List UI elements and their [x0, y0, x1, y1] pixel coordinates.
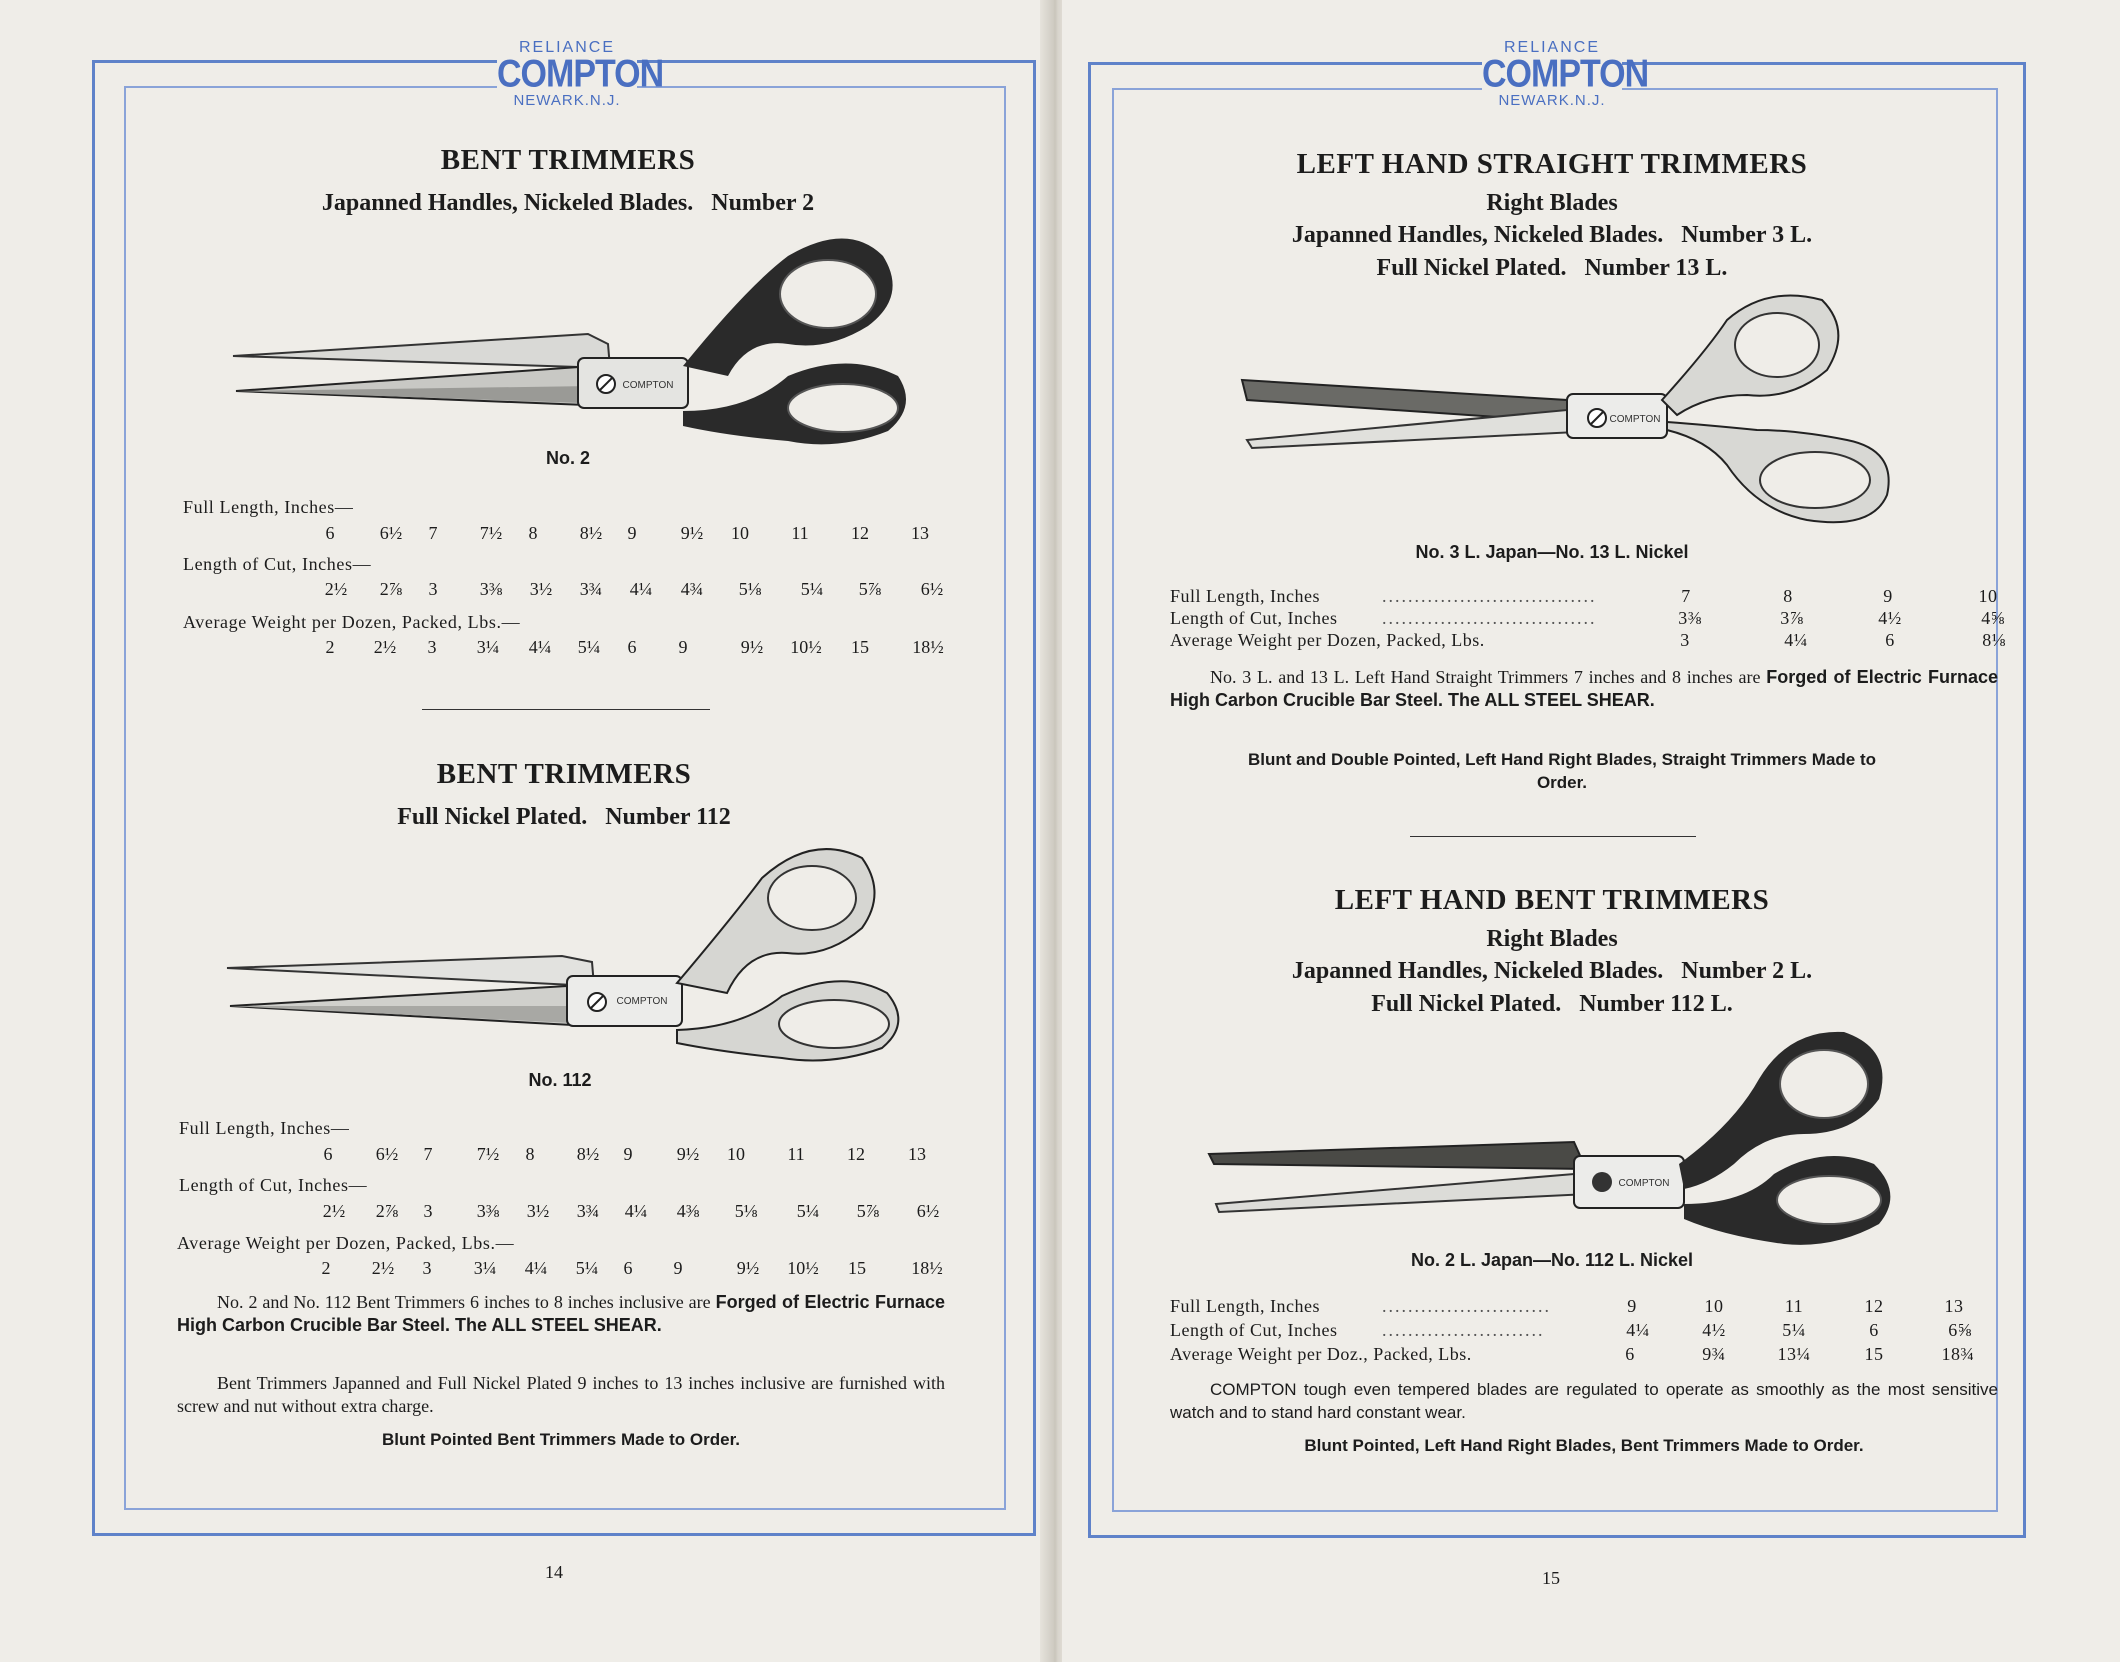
right-page	[1062, 0, 2120, 1662]
tempered-blades-note	[1170, 1378, 1998, 1424]
made-to-order-note: Blunt Pointed Bent Trimmers Made to Order.	[382, 1430, 740, 1449]
spec-cut: Length of Cut, Inches ................................. 3⅜ 3⅞ 4½ 4⅝	[1170, 608, 2005, 628]
value-cell: 18½	[912, 637, 944, 657]
figure-caption: No. 112	[528, 1070, 592, 1090]
section-subtitle: Full Nickel Plated. Number 112	[397, 804, 731, 830]
value-cell: 6⅝	[1948, 1320, 1972, 1340]
forging-note-lead: No. 3 L. and 13 L. Left Hand Straight Trimmers 7 inches and 8 inches are	[1210, 667, 1767, 687]
value-cell: 6	[627, 637, 637, 657]
page-number: 14	[545, 1562, 563, 1582]
value-cell: 3	[428, 579, 438, 599]
value-cell: 9	[673, 1258, 683, 1278]
section-subtitle-1: Right Blades	[1486, 926, 1618, 952]
logo-line3: NEWARK.N.J.	[1498, 92, 1606, 109]
logo-line2: COMPTON	[497, 52, 664, 96]
value-cell: 4½	[1702, 1320, 1726, 1340]
figure-caption: No. 3 L. Japan—No. 13 L. Nickel	[1415, 542, 1689, 562]
value-cell: 5⅛	[738, 579, 762, 599]
forging-note	[177, 1291, 945, 1337]
spec-full-length: Full Length, Inches ................................. 7 8 9 10	[1170, 586, 1998, 606]
value-cell: 3	[423, 1201, 433, 1221]
value-cell: 11	[787, 1144, 805, 1164]
value-cell: 18½	[911, 1258, 943, 1278]
value-cell: 13	[1944, 1296, 1964, 1316]
section-title: BENT TRIMMERS	[440, 144, 696, 176]
value-cell: 6	[1885, 630, 1895, 650]
value-cell: 4⅝	[1981, 608, 2005, 628]
value-cell: 3⅜	[476, 1201, 500, 1221]
value-cell: 10½	[790, 637, 822, 657]
value-cell: 7	[428, 523, 438, 543]
spec-full-length: Full Length, Inches .......................... 9 10 11 12 13	[1170, 1296, 1964, 1316]
value-cell: 6	[623, 1258, 633, 1278]
scissors-no112-illustration	[222, 838, 912, 1063]
value-cell: 9¾	[1702, 1344, 1726, 1364]
value-cell: 3¼	[473, 1258, 497, 1278]
value-cell: 3	[427, 637, 437, 657]
value-cell: 2	[321, 1258, 331, 1278]
tempered-blades-text: COMPTON tough even tempered blades are regulated to operate as smoothly as the most sensitive watch and to stand hard constant wear.	[1170, 1380, 1998, 1422]
section-title: BENT TRIMMERS	[436, 758, 692, 790]
value-cell: 15	[1864, 1344, 1884, 1364]
value-cell: 5¼	[796, 1201, 820, 1221]
section-subtitle-3: Full Nickel Plated. Number 112 L.	[1371, 991, 1733, 1017]
value-cell: 9	[623, 1144, 633, 1164]
value-cell: 3½	[526, 1201, 550, 1221]
section-subtitle-2: Japanned Handles, Nickeled Blades. Number 2 L.	[1291, 958, 1813, 984]
value-cell: 6	[1869, 1320, 1879, 1340]
spec-weight	[1170, 630, 2040, 651]
value-cell: 8	[1783, 586, 1793, 606]
value-cell: 10	[731, 523, 749, 543]
full-length-label: Full Length, Inches—	[183, 497, 354, 517]
logo-line2: COMPTON	[1482, 52, 1649, 96]
figure-caption: No. 2 L. Japan—No. 112 L. Nickel	[1410, 1250, 1694, 1270]
value-cell: 13¼	[1777, 1344, 1811, 1364]
value-cell: 6	[323, 1144, 333, 1164]
value-cell: 4¼	[1784, 630, 1808, 650]
figure-caption: No. 2	[545, 448, 590, 468]
value-cell: 10	[1704, 1296, 1724, 1316]
value-cell: 3⅜	[479, 579, 503, 599]
engraving-text: COMPTON	[1618, 1178, 1670, 1189]
value-cell: 2	[325, 637, 335, 657]
value-cell: 4¼	[629, 579, 653, 599]
engraving-text: COMPTON	[1609, 414, 1661, 425]
value-cell: 5⅛	[734, 1201, 758, 1221]
spec-weight	[1170, 1344, 2040, 1365]
value-cell: 2⅞	[379, 579, 403, 599]
full-length-label: Full Length, Inches	[1170, 1296, 1320, 1316]
value-cell: 3⅜	[1678, 608, 1702, 628]
value-cell: 5¼	[577, 637, 601, 657]
value-cell: 8⅛	[1982, 630, 2006, 650]
weight-label: Average Weight per Dozen, Packed, Lbs.	[1170, 630, 1485, 650]
value-cell: 13	[908, 1144, 926, 1164]
value-cell: 10½	[787, 1258, 819, 1278]
value-cell: 5¼	[800, 579, 824, 599]
value-cell: 4¼	[624, 1201, 648, 1221]
value-cell: 12	[847, 1144, 865, 1164]
value-cell: 9	[627, 523, 637, 543]
value-cell: 13	[911, 523, 929, 543]
cut-label: Length of Cut, Inches—	[183, 554, 372, 574]
engraving-text: COMPTON	[622, 380, 674, 391]
value-cell: 7½	[479, 523, 503, 543]
value-cell: 7	[423, 1144, 433, 1164]
forging-note-lead: No. 2 and No. 112 Bent Trimmers 6 inches to 8 inches inclusive are	[217, 1292, 716, 1312]
section-subtitle-3: Full Nickel Plated. Number 13 L.	[1376, 255, 1728, 281]
value-cell: 7½	[476, 1144, 500, 1164]
value-cell: 4½	[1878, 608, 1902, 628]
section-title: LEFT HAND BENT TRIMMERS	[1334, 884, 1770, 916]
value-cell: 10	[727, 1144, 745, 1164]
value-cell: 8	[528, 523, 538, 543]
section-title: LEFT HAND STRAIGHT TRIMMERS	[1296, 148, 1808, 180]
section-divider	[422, 709, 710, 710]
forging-note-bold: Forged of Electric Furnace High Carbon Crucible Bar Steel. The ALL STEEL SHEAR.	[177, 1292, 945, 1335]
section-divider	[1410, 836, 1696, 837]
value-cell: 8½	[579, 523, 603, 543]
value-cell: 4¾	[680, 579, 704, 599]
value-cell: 18¾	[1941, 1344, 1975, 1364]
compton-logo	[1482, 39, 1649, 109]
screw-note: Bent Trimmers Japanned and Full Nickel Plated 9 inches to 13 inches inclusive are furnished with screw and nut without extra charge.	[177, 1373, 945, 1416]
value-cell: 11	[791, 523, 809, 543]
section-subtitle: Japanned Handles, Nickeled Blades. Number 2	[321, 190, 815, 216]
value-cell: 11	[1784, 1296, 1804, 1316]
cut-label: Length of Cut, Inches—	[179, 1175, 368, 1195]
value-cell: 12	[1864, 1296, 1884, 1316]
page-number: 15	[1542, 1568, 1560, 1588]
engraving-text: COMPTON	[616, 996, 668, 1007]
scissors-no3l-illustration	[1237, 290, 1897, 540]
full-length-label: Full Length, Inches—	[179, 1118, 350, 1138]
value-cell: 9½	[740, 637, 764, 657]
full-length-label: Full Length, Inches	[1170, 586, 1320, 606]
value-cell: 6	[1625, 1344, 1635, 1364]
value-cell: 4¼	[528, 637, 552, 657]
value-cell: 3¾	[576, 1201, 600, 1221]
value-cell: 9	[1883, 586, 1893, 606]
made-to-order-note: Blunt and Double Pointed, Left Hand Right Blades, Straight Trimmers Made to Order.	[1247, 750, 1877, 792]
value-cell: 9½	[736, 1258, 760, 1278]
section-subtitle-2: Japanned Handles, Nickeled Blades. Number 3 L.	[1291, 222, 1813, 248]
logo-line1: RELIANCE	[518, 39, 616, 56]
cut-label: Length of Cut, Inches	[1170, 608, 1338, 628]
section-subtitle-1: Right Blades	[1486, 190, 1618, 216]
value-cell: 2½	[373, 637, 397, 657]
value-cell: 2½	[324, 579, 348, 599]
value-cell: 9½	[676, 1144, 700, 1164]
value-cell: 4⅜	[676, 1201, 700, 1221]
left-page	[0, 0, 1048, 1662]
cut-label: Length of Cut, Inches	[1170, 1320, 1338, 1340]
value-cell: 8½	[576, 1144, 600, 1164]
value-cell: 12	[851, 523, 869, 543]
value-cell: 15	[848, 1258, 866, 1278]
value-cell: 3	[1680, 630, 1690, 650]
value-cell: 6½	[375, 1144, 399, 1164]
value-cell: 9	[678, 637, 688, 657]
value-cell: 6½	[920, 579, 944, 599]
value-cell: 2½	[322, 1201, 346, 1221]
value-cell: 3¾	[579, 579, 603, 599]
value-cell: 3½	[529, 579, 553, 599]
forging-note-bold: Forged of Electric Furnace High Carbon Crucible Bar Steel. The ALL STEEL SHEAR.	[1170, 667, 1998, 710]
value-cell: 2⅞	[375, 1201, 399, 1221]
logo-line3: NEWARK.N.J.	[513, 92, 621, 109]
value-cell: 6	[325, 523, 335, 543]
weight-label: Average Weight per Dozen, Packed, Lbs.—	[177, 1233, 515, 1253]
value-cell: 3⅞	[1780, 608, 1804, 628]
scissors-no2-illustration	[228, 226, 918, 451]
value-cell: 9	[1627, 1296, 1637, 1316]
spec-cut: Length of Cut, Inches ......................... 4¼ 4½ 5¼ 6 6⅝	[1170, 1320, 1972, 1340]
value-cell: 3	[422, 1258, 432, 1278]
forging-note	[1170, 666, 1998, 712]
value-cell: 4¼	[524, 1258, 548, 1278]
value-cell: 10	[1978, 586, 1998, 606]
value-cell: 9½	[680, 523, 704, 543]
value-cell: 8	[525, 1144, 535, 1164]
made-to-order-note: Blunt Pointed, Left Hand Right Blades, Bent Trimmers Made to Order.	[1304, 1436, 1864, 1455]
weight-label: Average Weight per Dozen, Packed, Lbs.—	[183, 612, 521, 632]
value-cell: 7	[1681, 586, 1691, 606]
value-cell: 3¼	[476, 637, 500, 657]
value-cell: 15	[851, 637, 869, 657]
weight-label: Average Weight per Doz., Packed, Lbs.	[1170, 1344, 1472, 1364]
value-cell: 6½	[379, 523, 403, 543]
value-cell: 2½	[371, 1258, 395, 1278]
value-cell: 5¼	[575, 1258, 599, 1278]
scissors-no2l-illustration	[1204, 1024, 1904, 1254]
compton-logo	[497, 39, 664, 109]
value-cell: 5⅞	[858, 579, 882, 599]
logo-line1: RELIANCE	[1503, 39, 1601, 56]
value-cell: 6½	[916, 1201, 940, 1221]
value-cell: 4¼	[1626, 1320, 1650, 1340]
value-cell: 5¼	[1782, 1320, 1806, 1340]
value-cell: 5⅞	[856, 1201, 880, 1221]
